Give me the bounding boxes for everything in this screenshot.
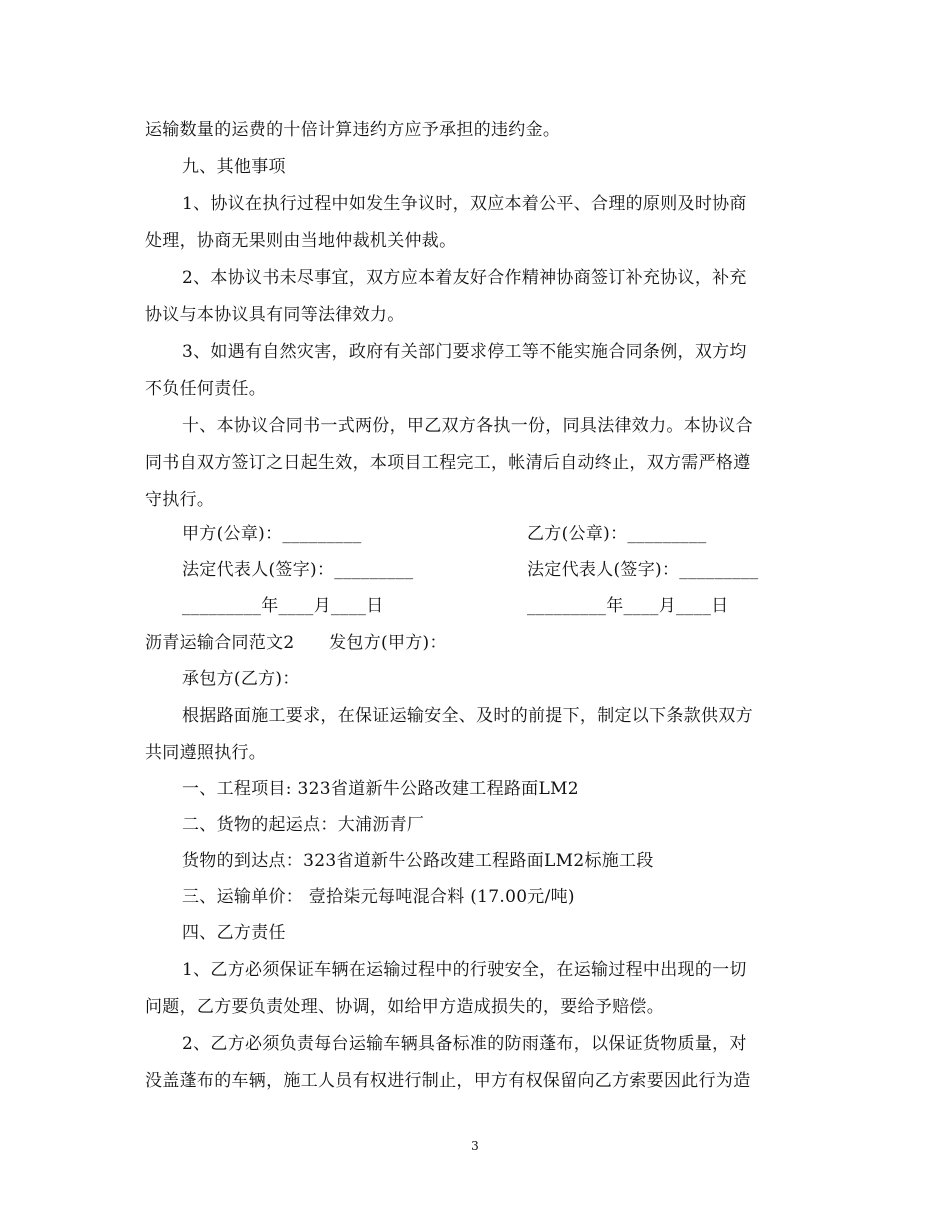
party-a-rep-field: 法定代表人(签字)：_________: [182, 560, 414, 580]
body-text-line: 承包方(乙方)：: [182, 669, 300, 689]
body-text-line: 3、如遇有自然灾害，政府有关部门要求停工等不能实施合同条例，双方均: [182, 342, 747, 362]
body-text-line: 协议与本协议具有同等法律效力。: [145, 305, 405, 325]
body-text-line: 十、本协议合同书一式两份，甲乙双方各执一份，同具法律效力。本协议合: [182, 416, 753, 436]
party-b-seal-field: 乙方(公章)：_________: [527, 524, 707, 544]
body-text-line: 货物的到达点：323省道新牛公路改建工程路面LM2标施工段: [182, 851, 654, 871]
section-heading: 九、其他事项: [182, 157, 286, 177]
body-text-line: 1、协议在执行过程中如发生争议时，双应本着公平、合理的原则及时协商: [182, 194, 747, 214]
body-text-line: 同书自双方签订之日起生效，本项目工程完工，帐清后自动终止，双方需严格遵: [145, 453, 751, 473]
contract-title-line: 沥青运输合同范文2 发包方(甲方)：: [145, 633, 447, 653]
body-text-line: 不负任何责任。: [145, 379, 267, 399]
body-text-line: 处理，协商无果则由当地仲裁机关仲裁。: [145, 231, 457, 251]
party-a-seal-field: 甲方(公章)：_________: [182, 524, 362, 544]
body-text-line: 守执行。: [145, 490, 215, 510]
body-text-line: 一、工程项目: 323省道新牛公路改建工程路面LM2: [182, 779, 579, 799]
page-number: 3: [471, 1139, 479, 1153]
party-b-date-field: _________年____月____日: [527, 596, 729, 616]
party-a-date-field: _________年____月____日: [182, 596, 384, 616]
body-text-line: 2、本协议书未尽事宜，双方应本着友好合作精神协商签订补充协议，补充: [182, 268, 747, 288]
body-text-line: 根据路面施工要求，在保证运输安全、及时的前提下，制定以下条款供双方: [182, 706, 753, 726]
body-text-line: 共同遵照执行。: [145, 743, 267, 763]
body-text-line: 1、乙方必须保证车辆在运输过程中的行驶安全，在运输过程中出现的一切: [182, 960, 747, 980]
section-heading: 四、乙方责任: [182, 923, 286, 943]
body-text-line: 问题，乙方要负责处理、协调，如给甲方造成损失的，要给予赔偿。: [145, 997, 664, 1017]
body-text-line: 没盖蓬布的车辆，施工人员有权进行制止，甲方有权保留向乙方索要因此行为造: [145, 1071, 751, 1091]
body-text-line: 运输数量的运费的十倍计算违约方应予承担的违约金。: [145, 120, 561, 140]
body-text-line: 2、乙方必须负责每台运输车辆具备标准的防雨蓬布，以保证货物质量，对: [182, 1034, 747, 1054]
body-text-line: 三、运输单价： 壹拾柒元每吨混合料 (17.00元/吨): [182, 887, 575, 907]
body-text-line: 二、货物的起运点：大浦沥青厂: [182, 815, 425, 835]
party-b-rep-field: 法定代表人(签字)：_________: [527, 560, 759, 580]
